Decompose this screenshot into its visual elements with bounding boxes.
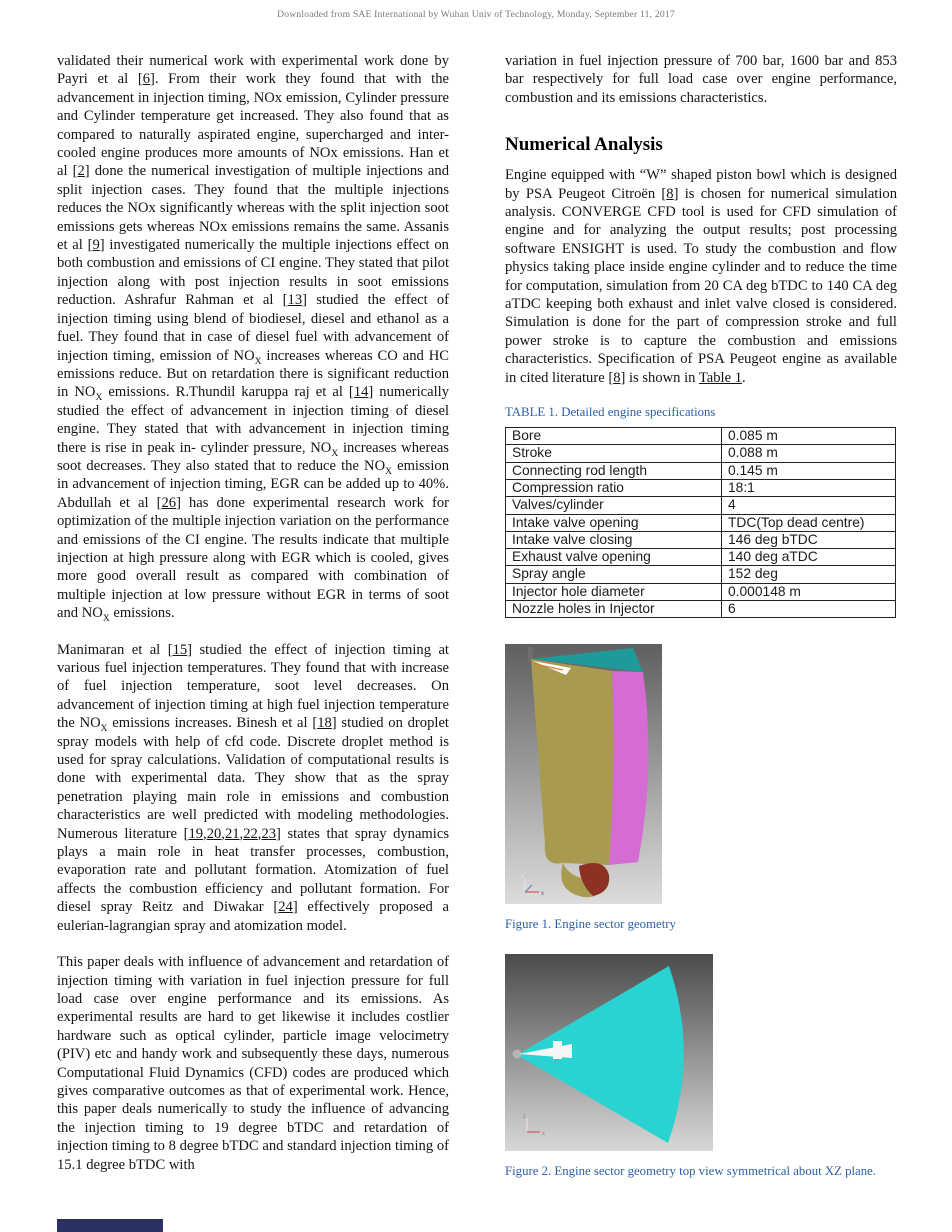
table-cell: 18:1 [722, 479, 896, 496]
subscript: X [102, 614, 110, 625]
table-cell: Injector hole diameter [506, 583, 722, 600]
cutoff-figure-fragment [57, 1219, 163, 1232]
table-row [506, 445, 896, 462]
reference-link[interactable]: 20 [206, 825, 222, 842]
table-cell: 4 [722, 497, 896, 514]
figure1-image [505, 644, 662, 904]
reference-link[interactable]: 15 [172, 641, 188, 658]
table-cell: Stroke [506, 445, 722, 462]
table-row [506, 549, 896, 566]
svg-text:y: y [532, 880, 535, 887]
reference-link[interactable]: Table 1 [698, 369, 743, 386]
reference-link[interactable]: 21 [224, 825, 240, 842]
table-cell: Connecting rod length [506, 462, 722, 479]
table-cell: Valves/cylinder [506, 497, 722, 514]
paragraph: validated their numerical work with experimental work done by Payri et al [6]. From their work they found that with the advancement in injection timing, NOx emission, Cylinder pressure and Cylinder temperature get increased. They also found that as compared to naturally aspirated engine, supercharged and inter-cooled engine produces more amounts of NOx emissions. Han et al [2] done the numerical investigation of multiple injections and split injection cases. They found that the multiple injections reduces the NOx significantly whereas with the split injection soot emissions gets whereas NOx emissions remains the same. Assanis et al [9] investigated numerically the multiple injections effect on both combustion and emissions of CI engine. They stated that pilot injection along with post injection results in soot emissions reduction. Ashrafur Rahman et al [13] studied the effect of injection timing using blend of biodiesel, diesel and ethanol as a fuel. They found that in case of diesel fuel with advancement of injection timing, emission of $NO_X$ increases whereas CO and HC emissions reduce. But on retardation there is significant reduction in $NO_X$ emissions. R.Thundil karuppa raj et al [14] numerically studied the effect of advancement in injection timing of diesel engine. They stated that with advancement in injection timing there is rise in peak in- cylinder pressure, $NO_X$ increases whereas soot decreases. They also stated that to reduce the $NO_X$ emission in advancement of injection timing, EGR can be added up to 40%. Abdullah et al [26] has done experimental research work for optimization of the multiple injection variation on the performance and emissions of the CI engine. The results indicate that multiple injection at high pressure along with EGR which is cooled, gives more good overall result as compared with combination of multiple injection at low pressure without EGR in terms of soot and $NO_X$ emissions. [57, 53, 450, 625]
engine-specs-table [505, 427, 896, 618]
engine-specs-table-body [506, 428, 896, 618]
table-row [506, 566, 896, 583]
right-column [505, 52, 897, 1179]
reference-link[interactable]: 18 [317, 715, 332, 732]
reference-link[interactable]: 2 [77, 163, 85, 180]
table-cell: 152 deg [722, 566, 896, 583]
fuel-spray-collar [553, 1041, 562, 1059]
reference-link[interactable]: 6 [142, 71, 151, 88]
figure2-caption: Figure 2. Engine sector geometry top view symmetrical about XZ plane. [505, 1164, 877, 1179]
table-cell: Bore [506, 428, 722, 445]
svg-text:z: z [521, 874, 524, 881]
table-caption: TABLE 1. Detailed engine specifications [505, 405, 716, 420]
paragraph: variation in fuel injection pressure of 700 bar, 1600 bar and 853 bar respectively for full load case over engine performance, combustion and its emissions characteristics. [505, 53, 897, 106]
reference-link[interactable]: 9 [92, 237, 100, 254]
section-heading: Numerical Analysis [505, 134, 663, 156]
table-cell: Intake valve closing [506, 531, 722, 548]
table-cell: Nozzle holes in Injector [506, 601, 722, 618]
table-cell: Exhaust valve opening [506, 549, 722, 566]
reference-link[interactable]: 23 [261, 825, 277, 842]
reference-link[interactable]: 19 [188, 825, 204, 842]
subscript: X [100, 724, 108, 735]
table-row [506, 428, 896, 445]
left-column [57, 52, 449, 1174]
figure1-caption: Figure 1. Engine sector geometry [505, 917, 676, 932]
table-cell: Compression ratio [506, 479, 722, 496]
reference-link[interactable]: 26 [161, 494, 177, 511]
table-cell: 6 [722, 601, 896, 618]
paragraph: Engine equipped with “W” shaped piston bowl which is designed by PSA Peugeot Citroën [8] is chosen for numerical simulation analysis. CONVERGE CFD tool is used for CFD simulation of engine and for analyzing the output results; post processing software ENSIGHT is used. To study the combustion and flow physics taking place inside engine cylinder and to reduce the time for computation, simulation from 20 CA deg bTDC to 140 CA deg aTDC keeping both exhaust and inlet valve closed is considered. Simulation is done for the part of compression stroke and full power stroke is to capture the combustion and emissions characteristics. Specification of PSA Peugeot engine as available in cited literature [8] is shown in Table 1. [505, 167, 898, 386]
table-row [506, 583, 896, 600]
table-cell: 0.085 m [722, 428, 896, 445]
table-row [506, 479, 896, 496]
reference-link[interactable]: 24 [278, 899, 293, 916]
download-provenance-header: Downloaded from SAE International by Wuhan Univ of Technology, Monday, September 11, 2017 [277, 9, 675, 20]
paragraph: Manimaran et al [15] studied the effect of injection timing at various fuel injection temperatures. They found that with increase of fuel injection temperature, soot level decreases. On advancement of injection timing at high fuel injection temperature the $NO_X$ emissions increases. Binesh et al [18] studied on droplet spray models with help of cfd code. Discrete droplet method is used for spray calculations. Validation of computational results is done with experimental data. They show that as the spray penetration playing main role in emissions and combustion characteristics are well predicted with modeling methodologies. Numerous literature [19,20,21,22,23] states that spray dynamics plays a main role in heat transfer processes, combustion, evaporation rate and pollutant formation. Atomization of fuel affects the combustion efficiency and pollutant formation. For diesel spray Reitz and Diwakar [24] effectively proposed a eulerian-lagrangian spray and atomization model. [57, 641, 449, 934]
reference-link[interactable]: 8 [666, 185, 674, 202]
paragraph: This paper deals with influence of advancement and retardation of injection timing with variation in fuel injection pressure for full load case over engine performance and its emissions. As experimental results are hard to get likewise it includes costlier hardware such as optical cylinder, particle image velocimetry (PIV) etc and handy work and subsequently these days, numerous Computational Fluid Dynamics (CFD) codes are produced which gives comparative outcomes as that of experimental work. Hence, this paper deals numerically to study the influence of advancing the injection timing to 19 degree bTDC and retardation of injection timing to 8 degree bTDC and standard injection timing of 15.1 degree bTDC with [57, 954, 449, 1173]
figure2 [505, 954, 897, 1179]
figure1 [505, 644, 897, 932]
svg-text:z: z [523, 1114, 526, 1121]
table-cell: Spray angle [506, 566, 722, 583]
table-cell: Intake valve opening [506, 514, 722, 531]
table-row [506, 497, 896, 514]
table-row [506, 531, 896, 548]
table-row [506, 601, 896, 618]
table-cell: TDC(Top dead centre) [722, 514, 896, 531]
subscript: X [331, 448, 339, 459]
figure2-image [505, 954, 713, 1151]
table-row [506, 514, 896, 531]
reference-link[interactable]: 8 [613, 369, 621, 386]
table-cell: 140 deg aTDC [722, 549, 896, 566]
table-row [506, 462, 896, 479]
table-cell: 0.088 m [722, 445, 896, 462]
subscript: X [95, 393, 103, 404]
reference-link[interactable]: 22 [243, 825, 258, 842]
reference-link[interactable]: 14 [353, 384, 369, 401]
table-cell: 0.145 m [722, 462, 896, 479]
subscript: X [254, 356, 262, 367]
reference-link[interactable]: 13 [287, 292, 303, 309]
svg-text:x: x [541, 891, 544, 898]
table-cell: 0.000148 m [722, 583, 896, 600]
table-cell: 146 deg bTDC [722, 531, 896, 548]
svg-text:x: x [542, 1131, 545, 1138]
subscript: X [385, 466, 392, 477]
